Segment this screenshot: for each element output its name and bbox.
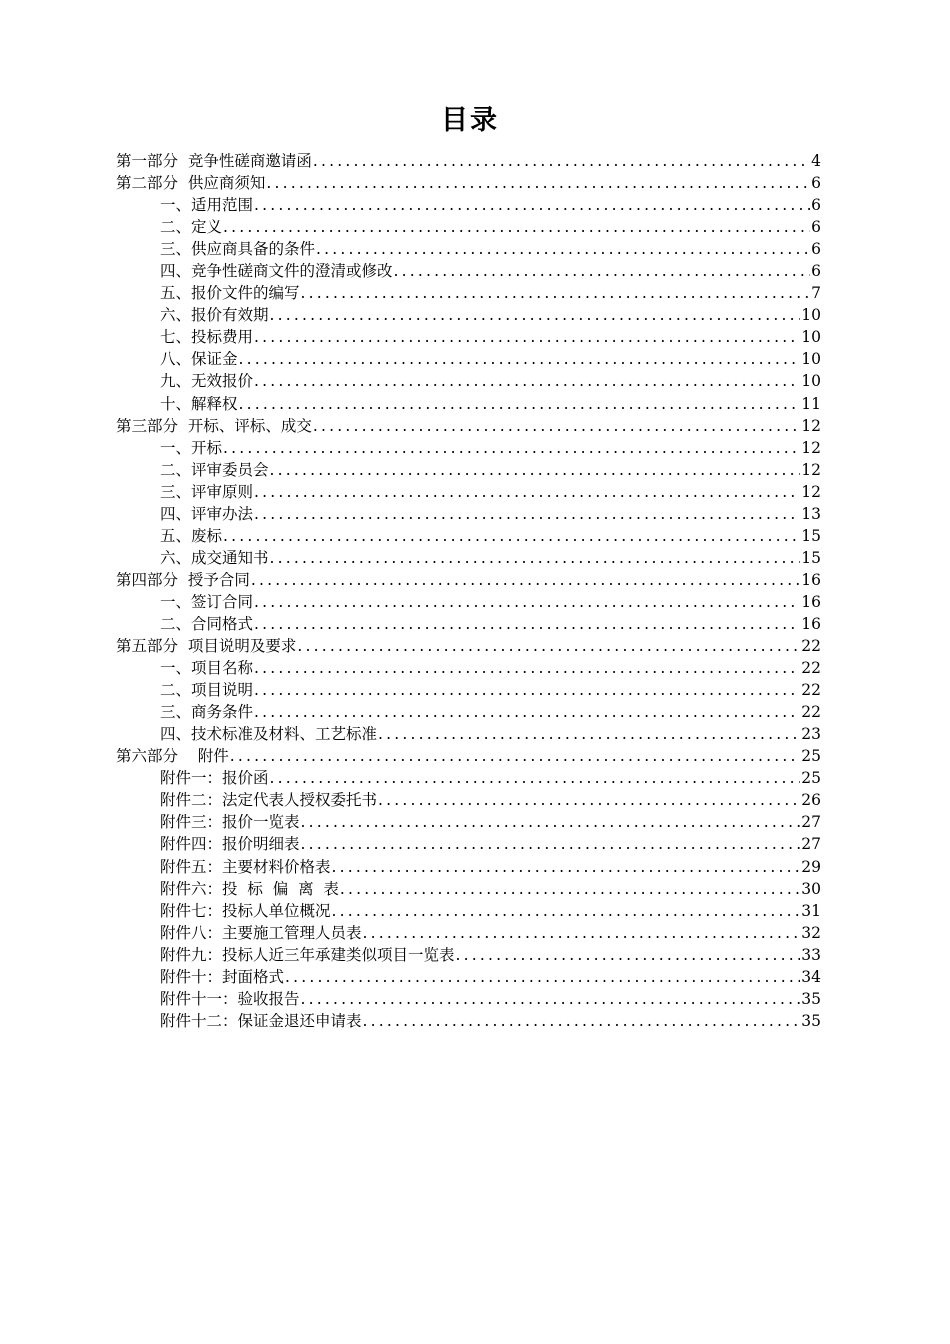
toc-page-number: 6 [811,240,821,259]
toc-entry-label: 二、定义 [160,218,223,237]
toc-page-number: 10 [801,328,821,347]
toc-leader-dots [223,525,800,547]
toc-entry-label: 附件八：主要施工管理人员表 [160,923,362,942]
toc-subsection-entry[interactable] [116,856,821,878]
toc-page-number: 25 [801,769,821,788]
toc-leader-dots [254,591,800,613]
toc-leader-dots [301,988,801,1010]
toc-subsection-entry[interactable] [116,525,821,547]
toc-leader-dots [251,569,800,591]
toc-leader-dots [270,767,801,789]
toc-page-number: 26 [801,791,821,810]
toc-entry-label: 三、商务条件 [160,703,254,722]
toc-entry-label: 五、废标 [160,526,223,545]
toc-page-number: 6 [811,218,821,237]
toc-leader-dots [270,304,801,326]
toc-entry-label: 附件十一：验收报告 [160,989,300,1008]
toc-page-number: 33 [801,945,821,964]
toc-leader-dots [254,481,800,503]
toc-entry-label: 附件六：投 标 偏 离 表 [160,879,339,898]
toc-page-number: 29 [801,857,821,876]
toc-leader-dots [254,194,810,216]
toc-entry-label: 五、报价文件的编写 [160,284,300,303]
toc-page-number: 11 [801,394,821,413]
toc-subsection-entry[interactable] [116,833,821,855]
toc-page-number: 12 [801,482,821,501]
toc-page-number: 6 [811,174,821,193]
toc-entry-label: 一、项目名称 [160,659,254,678]
toc-leader-dots [254,701,800,723]
toc-entry-label: 一、签订合同 [160,592,254,611]
toc-page-number: 23 [801,725,821,744]
toc-entry-label: 二、项目说明 [160,681,254,700]
toc-entry-label: 十、解释权 [160,394,238,413]
toc-leader-dots [363,922,801,944]
toc-page-number: 10 [801,372,821,391]
toc-page-number: 16 [801,592,821,611]
toc-entry-label: 第六部分 附件 [116,747,229,766]
toc-page-number: 7 [811,284,821,303]
toc-entry-label: 四、评审办法 [160,504,254,523]
toc-subsection-entry[interactable] [116,216,821,238]
toc-page-number: 22 [801,681,821,700]
toc-subsection-entry[interactable] [116,348,821,370]
toc-entry-label: 第一部分 竞争性磋商邀请函 [116,152,312,170]
toc-entry-label: 第四部分 授予合同 [116,570,250,589]
toc-page-number: 30 [801,879,821,898]
toc-page-number: 12 [801,438,821,457]
toc-entry-label: 二、合同格式 [160,614,254,633]
toc-subsection-entry[interactable] [116,723,821,745]
toc-entry-label: 八、保证金 [160,350,238,369]
toc-entry-label: 三、供应商具备的条件 [160,240,316,259]
toc-section-entry[interactable] [116,415,821,437]
toc-subsection-entry[interactable] [116,966,821,988]
toc-page-number: 12 [801,460,821,479]
toc-leader-dots [254,503,800,525]
toc-leader-dots [316,238,810,260]
toc-page-number: 32 [801,923,821,942]
toc-subsection-entry[interactable] [116,789,821,811]
toc-subsection-entry[interactable] [116,878,821,900]
toc-page-number: 31 [801,901,821,920]
toc-subsection-entry[interactable] [116,944,821,966]
toc-page-number: 27 [801,835,821,854]
toc-page-number: 34 [801,967,821,986]
toc-leader-dots [301,833,801,855]
toc-entry-label: 第五部分 项目说明及要求 [116,637,297,656]
toc-subsection-entry[interactable] [116,900,821,922]
toc-leader-dots [254,679,800,701]
toc-leader-dots [254,613,800,635]
toc-leader-dots [270,459,801,481]
toc-page-number: 15 [801,526,821,545]
toc-subsection-entry[interactable] [116,282,821,304]
toc-leader-dots [394,260,811,282]
toc-subsection-entry[interactable] [116,437,821,459]
toc-entry-label: 第二部分 供应商须知 [116,174,266,193]
toc-page-number: 22 [801,659,821,678]
toc-entry-label: 六、成交通知书 [160,548,269,567]
toc-leader-dots [378,723,800,745]
toc-subsection-entry[interactable] [116,304,821,326]
toc-leader-dots [239,393,801,415]
toc-subsection-entry[interactable] [116,393,821,415]
toc-leader-dots [378,789,800,811]
toc-leader-dots [297,635,800,657]
toc-entry-label: 附件二：法定代表人授权委托书 [160,791,378,810]
toc-subsection-entry[interactable] [116,503,821,525]
toc-leader-dots [313,415,800,437]
toc-leader-dots [456,944,801,966]
toc-entry-label: 六、报价有效期 [160,306,269,325]
toc-entry-label: 附件十：封面格式 [160,967,285,986]
toc-leader-dots [301,282,811,304]
toc-leader-dots [230,745,801,767]
toc-subsection-entry[interactable] [116,591,821,613]
toc-entry-label: 四、竞争性磋商文件的澄清或修改 [160,262,393,281]
toc-subsection-entry[interactable] [116,370,821,392]
toc-page-number: 15 [801,548,821,567]
toc-subsection-entry[interactable] [116,459,821,481]
toc-page-number: 6 [811,196,821,215]
toc-entry-label: 附件三：报价一览表 [160,813,300,832]
toc-subsection-entry[interactable] [116,922,821,944]
toc-leader-dots [254,370,800,392]
toc-entry-label: 一、开标 [160,438,223,457]
toc-entry-label: 三、评审原则 [160,482,254,501]
toc-entry-label: 二、评审委员会 [160,460,269,479]
toc-subsection-entry[interactable] [116,238,821,260]
toc-leader-dots [332,900,801,922]
toc-section-entry[interactable] [116,150,821,172]
toc-leader-dots [223,216,810,238]
toc-page-number: 10 [801,350,821,369]
toc-subsection-entry[interactable] [116,1010,821,1032]
toc-subsection-entry[interactable] [116,988,821,1010]
toc-page-number: 16 [801,570,821,589]
toc-title: 目录 [441,105,499,136]
toc-entry-label: 九、无效报价 [160,372,254,391]
toc-entry-label: 附件四：报价明细表 [160,835,300,854]
toc-subsection-entry[interactable] [116,657,821,679]
toc-subsection-entry[interactable] [116,679,821,701]
toc-leader-dots [363,1010,801,1032]
toc-leader-dots [332,856,801,878]
toc-page-number: 4 [811,152,821,170]
toc-entry-label: 附件十二：保证金退还申请表 [160,1011,362,1030]
toc-subsection-entry[interactable] [116,547,821,569]
toc-page-number: 25 [801,747,821,766]
toc-entry-label: 一、适用范围 [160,196,254,215]
toc-page-number: 10 [801,306,821,325]
toc-subsection-entry[interactable] [116,767,821,789]
toc-leader-dots [239,348,801,370]
toc-page-number: 6 [811,262,821,281]
toc-section-entry[interactable] [116,172,821,194]
toc-entry-label: 附件九：投标人近三年承建类似项目一览表 [160,945,455,964]
toc-subsection-entry[interactable] [116,811,821,833]
toc-subsection-entry[interactable] [116,326,821,348]
toc-page-number: 16 [801,614,821,633]
toc-page-number: 12 [801,416,821,435]
toc-page-number: 35 [801,1011,821,1030]
toc-leader-dots [254,326,800,348]
toc-leader-dots [340,878,800,900]
toc-section-entry[interactable] [116,569,821,591]
toc-leader-dots [270,547,801,569]
toc-leader-dots [313,150,810,172]
toc-subsection-entry[interactable] [116,260,821,282]
toc-page-number: 22 [801,703,821,722]
toc-leader-dots [254,657,800,679]
toc-section-entry[interactable] [116,635,821,657]
toc-page-number: 22 [801,637,821,656]
toc-page-number: 13 [801,504,821,523]
toc-section-entry[interactable] [116,745,821,767]
toc-subsection-entry[interactable] [116,701,821,723]
toc-entry-label: 附件五：主要材料价格表 [160,857,331,876]
toc-entry-label: 附件七：投标人单位概况 [160,901,331,920]
toc-leader-dots [266,172,810,194]
toc-page-number: 27 [801,813,821,832]
toc-leader-dots [285,966,800,988]
toc-leader-dots [301,811,801,833]
toc-entry-label: 四、技术标准及材料、工艺标准 [160,725,378,744]
toc-entry-label: 第三部分 开标、评标、成交 [116,416,312,435]
table-of-contents [116,150,821,1032]
toc-entry-label: 七、投标费用 [160,328,254,347]
toc-subsection-entry[interactable] [116,613,821,635]
toc-entry-label: 附件一：报价函 [160,769,269,788]
toc-leader-dots [223,437,800,459]
toc-page-number: 35 [801,989,821,1008]
toc-subsection-entry[interactable] [116,194,821,216]
toc-subsection-entry[interactable] [116,481,821,503]
